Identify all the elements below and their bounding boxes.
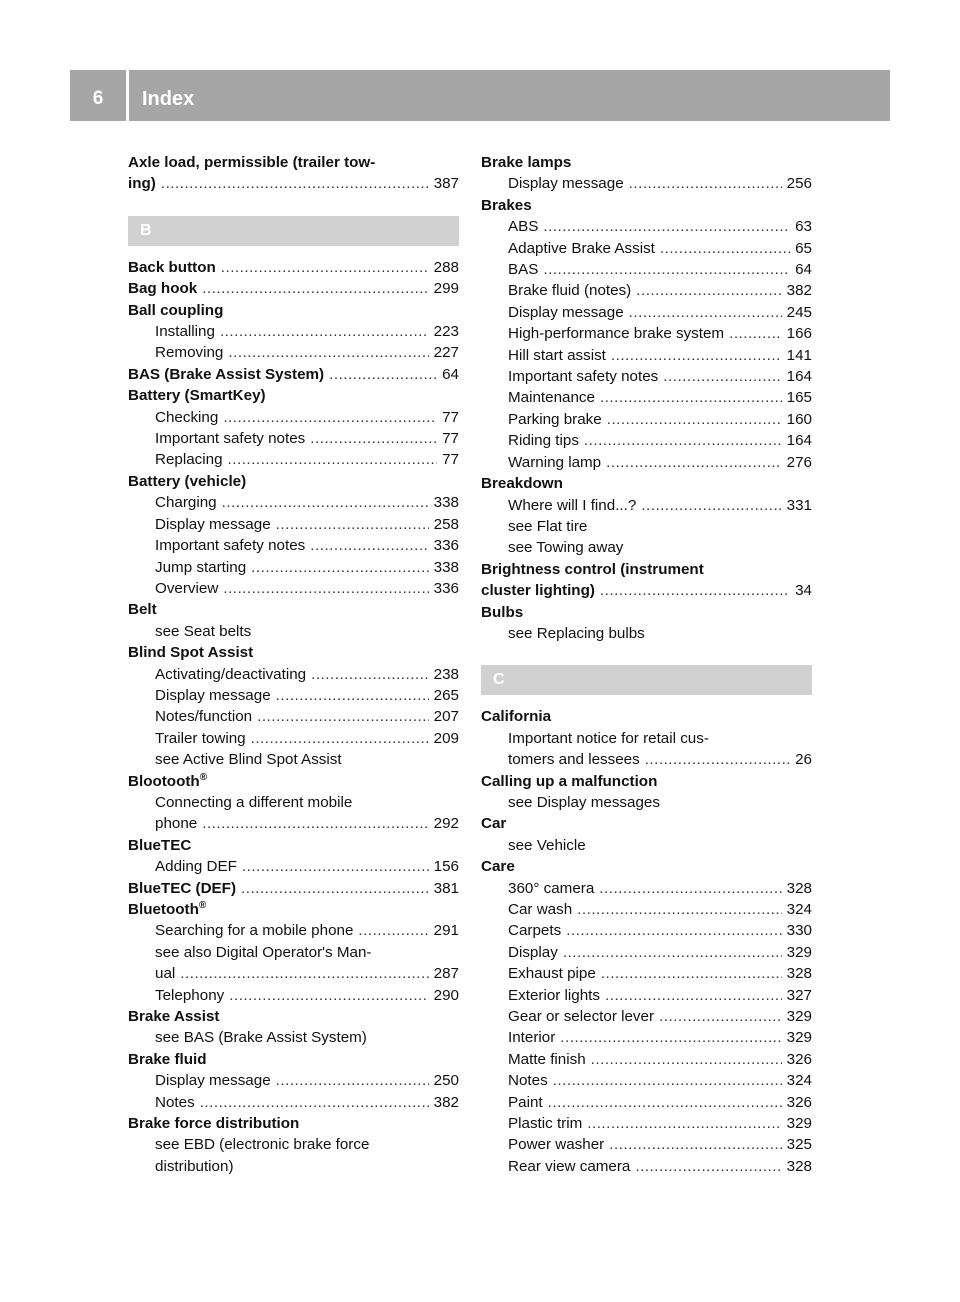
index-subentry-label: tomers and lessees: [508, 751, 640, 769]
index-subentry-label: Warning lamp: [508, 453, 602, 471]
leader-dots: [202, 278, 428, 299]
leader-dots: [566, 920, 781, 941]
leader-dots: [636, 280, 781, 301]
index-subentry-label: Display message: [155, 1072, 271, 1090]
index-entry-label: BlueTEC (DEF): [128, 879, 236, 897]
index-subentry: [128, 1092, 459, 1113]
index-subentry-label: Power washer: [508, 1136, 605, 1154]
page-ref: 276: [786, 453, 812, 471]
index-subentry-label: Exterior lights: [508, 986, 601, 1004]
index-subentry: [481, 323, 812, 344]
index-subentry: [481, 1113, 812, 1134]
index-subentry-label: Jump starting: [155, 558, 247, 576]
index-column-right: [481, 152, 812, 1177]
index-see-reference: [128, 963, 459, 984]
index-entry-label: cluster lighting): [481, 582, 595, 600]
leader-dots: [228, 342, 428, 363]
index-subentry-label: Brake fluid (notes): [508, 282, 632, 300]
index-subentry-label: Plastic trim: [508, 1115, 583, 1133]
page-ref: 328: [786, 965, 812, 983]
page-ref: 77: [442, 408, 459, 426]
page-ref: 338: [433, 494, 459, 512]
leader-dots: [329, 364, 437, 385]
index-subentry: [481, 878, 812, 899]
index-entry: Calling up a malfunction: [481, 772, 658, 790]
page-ref: 382: [433, 1093, 459, 1111]
index-subentry-label: Important safety notes: [508, 368, 659, 386]
leader-dots: [276, 685, 429, 706]
section-letter-c: C: [481, 665, 812, 695]
index-entry: Brake force distribution: [128, 1115, 300, 1133]
leader-dots: [358, 920, 428, 941]
leader-dots: [310, 535, 428, 556]
page-ref: 327: [786, 986, 812, 1004]
index-subentry-label: 360° camera: [508, 879, 595, 897]
leader-dots: [241, 878, 429, 899]
index-see-reference: see Seat belts: [155, 622, 252, 640]
index-entry: Care: [481, 858, 515, 876]
page-ref: 250: [433, 1072, 459, 1090]
index-subentry-label: Car wash: [508, 901, 573, 918]
leader-dots: [587, 1113, 781, 1134]
index-entry-label: Bluetooth: [128, 901, 199, 918]
leader-dots: [611, 345, 782, 366]
page-ref: 166: [786, 325, 812, 343]
index-entry: Brake lamps: [481, 154, 572, 171]
registered-mark: ®: [199, 771, 208, 783]
index-subentry-label: Display message: [508, 175, 624, 193]
index-subentry-label: Paint: [508, 1093, 543, 1111]
leader-dots: [276, 514, 429, 535]
leader-dots: [591, 1049, 782, 1070]
index-subentry-label: Hill start assist: [508, 346, 606, 364]
index-subentry: [481, 963, 812, 984]
index-subentry: [481, 280, 812, 301]
index-subentry: [481, 899, 812, 920]
page-ref: 141: [786, 346, 812, 364]
index-subentry: [128, 706, 459, 727]
page-ref: 336: [433, 537, 459, 555]
leader-dots: [242, 856, 429, 877]
leader-dots: [635, 1156, 781, 1177]
index-subentry: [481, 430, 812, 451]
page-ref: 328: [786, 1157, 812, 1175]
leader-dots: [180, 963, 428, 984]
leader-dots: [599, 878, 781, 899]
leader-dots: [584, 430, 782, 451]
leader-dots: [600, 580, 790, 601]
index-subentry: [128, 557, 459, 578]
leader-dots: [222, 492, 429, 513]
index-subentry: [481, 1134, 812, 1155]
leader-dots: [310, 428, 437, 449]
page-ref: 287: [433, 965, 459, 983]
index-subentry: [128, 985, 459, 1006]
page-ref: 326: [786, 1093, 812, 1111]
index-subentry: [481, 409, 812, 430]
index-subentry-label: Interior: [508, 1029, 556, 1047]
index-subentry-label: Replacing: [155, 451, 223, 469]
page-ref: 288: [433, 258, 459, 276]
leader-dots: [200, 1092, 429, 1113]
leader-dots: [257, 706, 429, 727]
index-entry: Battery (vehicle): [128, 472, 247, 490]
index-see-reference: see Active Blind Spot Assist: [155, 751, 342, 769]
page-ref: 329: [786, 1029, 812, 1047]
page-ref: 207: [433, 708, 459, 726]
index-subentry: [128, 492, 459, 513]
page-header: [70, 70, 890, 121]
index-subentry: [481, 345, 812, 366]
page-ref: 223: [433, 323, 459, 341]
page-ref: 328: [786, 879, 812, 897]
index-see-reference: see Flat tire: [508, 517, 588, 535]
index-see-reference: see Display messages: [508, 793, 660, 811]
leader-dots: [641, 495, 781, 516]
index-entry-label: Bag hook: [128, 280, 198, 298]
index-subentry: [481, 173, 812, 194]
index-subentry-label: Notes/function: [155, 708, 253, 726]
page-ref: 77: [442, 451, 459, 469]
page-ref: 336: [433, 579, 459, 597]
page-ref: 291: [433, 922, 459, 940]
index-entry: Battery (SmartKey): [128, 387, 266, 405]
index-subentry-label: Gear or selector lever: [508, 1008, 655, 1026]
index-entry-label: BAS (Brake Assist System): [128, 365, 325, 383]
index-subentry-label: Notes: [155, 1093, 195, 1111]
leader-dots: [228, 449, 438, 470]
index-subentry-label: High-performance brake system: [508, 325, 725, 343]
index-subentry: [128, 685, 459, 706]
index-subentry: [481, 749, 812, 770]
page-ref: 331: [786, 496, 812, 514]
leader-dots: [729, 323, 782, 344]
page-title: Index: [142, 88, 195, 110]
leader-dots: [553, 1070, 782, 1091]
index-see-reference: see also Digital Operator's Man-: [155, 943, 372, 961]
leader-dots: [220, 321, 429, 342]
index-subentry: [481, 238, 812, 259]
leader-dots: [600, 387, 782, 408]
leader-dots: [607, 409, 782, 430]
index-entry-label: Blootooth: [128, 772, 200, 790]
index-entry: [128, 771, 459, 792]
page-ref: 209: [433, 729, 459, 747]
index-subentry-label: Activating/deactivating: [155, 665, 307, 683]
index-subentry-label: Checking: [155, 408, 219, 426]
page-ref: 164: [786, 368, 812, 386]
index-entry: California: [481, 708, 552, 726]
leader-dots: [548, 1092, 782, 1113]
index-entry: [128, 173, 459, 194]
index-entry: BlueTEC: [128, 836, 192, 854]
index-subentry-label: Display message: [508, 303, 624, 321]
page-ref: 164: [786, 432, 812, 450]
index-subentry-label: Removing: [155, 344, 224, 362]
page-ref: 156: [433, 858, 459, 876]
index-see-reference: see Towing away: [508, 539, 624, 557]
index-entry: Bulbs: [481, 603, 524, 621]
leader-dots: [609, 1134, 781, 1155]
page-ref: 324: [786, 901, 812, 918]
page-ref: 77: [442, 430, 459, 448]
index-subentry-label: Installing: [155, 323, 215, 341]
page-ref: 381: [433, 879, 459, 897]
page-ref: 330: [786, 922, 812, 940]
page-ref: 63: [795, 218, 812, 236]
index-subentry: [481, 259, 812, 280]
leader-dots: [660, 238, 790, 259]
index-subentry-label: Important safety notes: [155, 430, 306, 448]
leader-dots: [543, 216, 790, 237]
index-entry: [128, 278, 459, 299]
page-ref: 65: [795, 239, 812, 257]
index-subentry: [481, 1070, 812, 1091]
leader-dots: [251, 557, 428, 578]
leader-dots: [229, 985, 428, 1006]
index-entry: Breakdown: [481, 475, 563, 493]
index-entry: Blind Spot Assist: [128, 644, 254, 662]
index-subentry-label: Matte finish: [508, 1050, 586, 1068]
leader-dots: [223, 578, 428, 599]
page-ref: 245: [786, 303, 812, 321]
index-entry: [128, 899, 459, 920]
leader-dots: [601, 963, 782, 984]
leader-dots: [606, 452, 782, 473]
page-ref: 292: [433, 815, 459, 833]
leader-dots: [629, 173, 782, 194]
index-subentry: [481, 1049, 812, 1070]
index-subentry: [481, 1092, 812, 1113]
index-entry-label: ing): [128, 175, 156, 193]
leader-dots: [563, 942, 782, 963]
index-see-reference: distribution): [155, 1157, 234, 1175]
page-ref: 329: [786, 943, 812, 961]
page-ref: 165: [786, 389, 812, 407]
index-see-reference: see EBD (electronic brake force: [155, 1136, 370, 1154]
index-subentry-label: Telephony: [155, 986, 225, 1004]
index-entry: Car: [481, 815, 507, 833]
index-subentry-label: Where will I find...?: [508, 496, 637, 514]
index-subentry: [128, 407, 459, 428]
index-subentry: [128, 728, 459, 749]
index-entry: [481, 580, 812, 601]
index-subentry: [128, 813, 459, 834]
index-subentry: [481, 216, 812, 237]
leader-dots: [223, 407, 437, 428]
index-entry: Brakes: [481, 196, 532, 214]
index-subentry-label: Adaptive Brake Assist: [508, 239, 655, 257]
index-entry: Ball coupling: [128, 301, 224, 319]
index-entry: [128, 878, 459, 899]
leader-dots: [659, 1006, 782, 1027]
index-entry: [128, 257, 459, 278]
leader-dots: [311, 664, 429, 685]
index-entry: Belt: [128, 601, 157, 619]
leader-dots: [605, 985, 782, 1006]
index-subentry: [481, 452, 812, 473]
index-subentry: [128, 428, 459, 449]
index-see-reference: see Replacing bulbs: [508, 624, 645, 642]
index-subentry: [128, 535, 459, 556]
page-ref: 265: [433, 686, 459, 704]
leader-dots: [251, 728, 429, 749]
index-entry: Axle load, permissible (trailer tow-: [128, 154, 376, 171]
index-see-reference: see BAS (Brake Assist System): [155, 1029, 367, 1047]
index-subentry-label: Display message: [155, 686, 271, 704]
page-ref: 326: [786, 1050, 812, 1068]
index-subentry: [128, 342, 459, 363]
index-subentry-label: Exhaust pipe: [508, 965, 596, 983]
page-ref: 325: [786, 1136, 812, 1154]
index-subentry-label: Adding DEF: [155, 858, 237, 876]
index-subentry-label: Important safety notes: [155, 537, 306, 555]
index-entry: Brake Assist: [128, 1008, 220, 1026]
leader-dots: [202, 813, 428, 834]
page-ref: 387: [433, 175, 459, 193]
index-subentry-label: Display message: [155, 515, 271, 533]
leader-dots: [276, 1070, 429, 1091]
page-ref: 258: [433, 515, 459, 533]
index-entry: Brightness control (instrument: [481, 560, 704, 578]
index-subentry: [481, 495, 812, 516]
index-subentry-label: Riding tips: [508, 432, 579, 450]
index-subentry-label: ual: [155, 965, 176, 983]
index-subentry: [128, 920, 459, 941]
index-entry: [128, 364, 459, 385]
index-subentry: [481, 942, 812, 963]
index-subentry-label: Searching for a mobile phone: [155, 922, 354, 940]
index-subentry-label: Trailer towing: [155, 729, 246, 747]
index-subentry-label: Rear view camera: [508, 1157, 631, 1175]
index-subentry: [481, 1027, 812, 1048]
index-subentry: [128, 514, 459, 535]
index-subentry: [481, 1156, 812, 1177]
registered-mark: ®: [198, 899, 207, 911]
index-subentry: [481, 920, 812, 941]
page-ref: 290: [433, 986, 459, 1004]
leader-dots: [629, 302, 782, 323]
header-divider: [126, 70, 129, 121]
page-ref: 238: [433, 665, 459, 683]
leader-dots: [161, 173, 429, 194]
index-subentry: [128, 664, 459, 685]
index-entry: Brake fluid: [128, 1050, 207, 1068]
leader-dots: [543, 259, 790, 280]
leader-dots: [663, 366, 781, 387]
index-subentry-label: Charging: [155, 494, 217, 512]
index-subentry: [128, 856, 459, 877]
index-subentry: [481, 985, 812, 1006]
leader-dots: [560, 1027, 781, 1048]
index-subentry-label: Parking brake: [508, 410, 602, 428]
page-ref: 329: [786, 1008, 812, 1026]
page-ref: 299: [433, 280, 459, 298]
page-ref: 160: [786, 410, 812, 428]
index-subentry: [481, 302, 812, 323]
page-ref: 324: [786, 1072, 812, 1090]
index-column-left: [128, 152, 459, 1177]
page-number: 6: [92, 88, 104, 109]
index-subentry-label: Maintenance: [508, 389, 595, 407]
page-ref: 338: [433, 558, 459, 576]
page-ref: 26: [795, 751, 812, 769]
index-subentry: [481, 366, 812, 387]
page-ref: 256: [786, 175, 812, 193]
index-subentry: [481, 387, 812, 408]
index-see-reference: see Vehicle: [508, 836, 586, 854]
index-subentry: Important notice for retail cus-: [508, 729, 709, 747]
index-subentry-label: Display: [508, 943, 558, 961]
index-subentry-label: Overview: [155, 579, 219, 597]
index-subentry: [128, 578, 459, 599]
page-ref: 227: [433, 344, 459, 362]
index-entry-label: Back button: [128, 258, 216, 276]
leader-dots: [577, 899, 782, 920]
page-ref: 329: [786, 1115, 812, 1133]
page-ref: 64: [795, 261, 812, 279]
index-subentry-label: Carpets: [508, 922, 562, 940]
section-letter-b: B: [128, 216, 459, 246]
index-subentry-label: BAS: [508, 261, 539, 279]
page-ref: 382: [786, 282, 812, 300]
index-subentry: Connecting a different mobile: [155, 793, 353, 811]
index-subentry: [128, 449, 459, 470]
index-subentry: [128, 321, 459, 342]
leader-dots: [221, 257, 429, 278]
page-ref: 64: [442, 365, 459, 383]
index-subentry-label: phone: [155, 815, 198, 833]
index-subentry: [128, 1070, 459, 1091]
page-ref: 34: [795, 582, 812, 600]
index-subentry-label: ABS: [508, 218, 539, 236]
index-subentry-label: Notes: [508, 1072, 548, 1090]
leader-dots: [645, 749, 790, 770]
index-subentry: [481, 1006, 812, 1027]
